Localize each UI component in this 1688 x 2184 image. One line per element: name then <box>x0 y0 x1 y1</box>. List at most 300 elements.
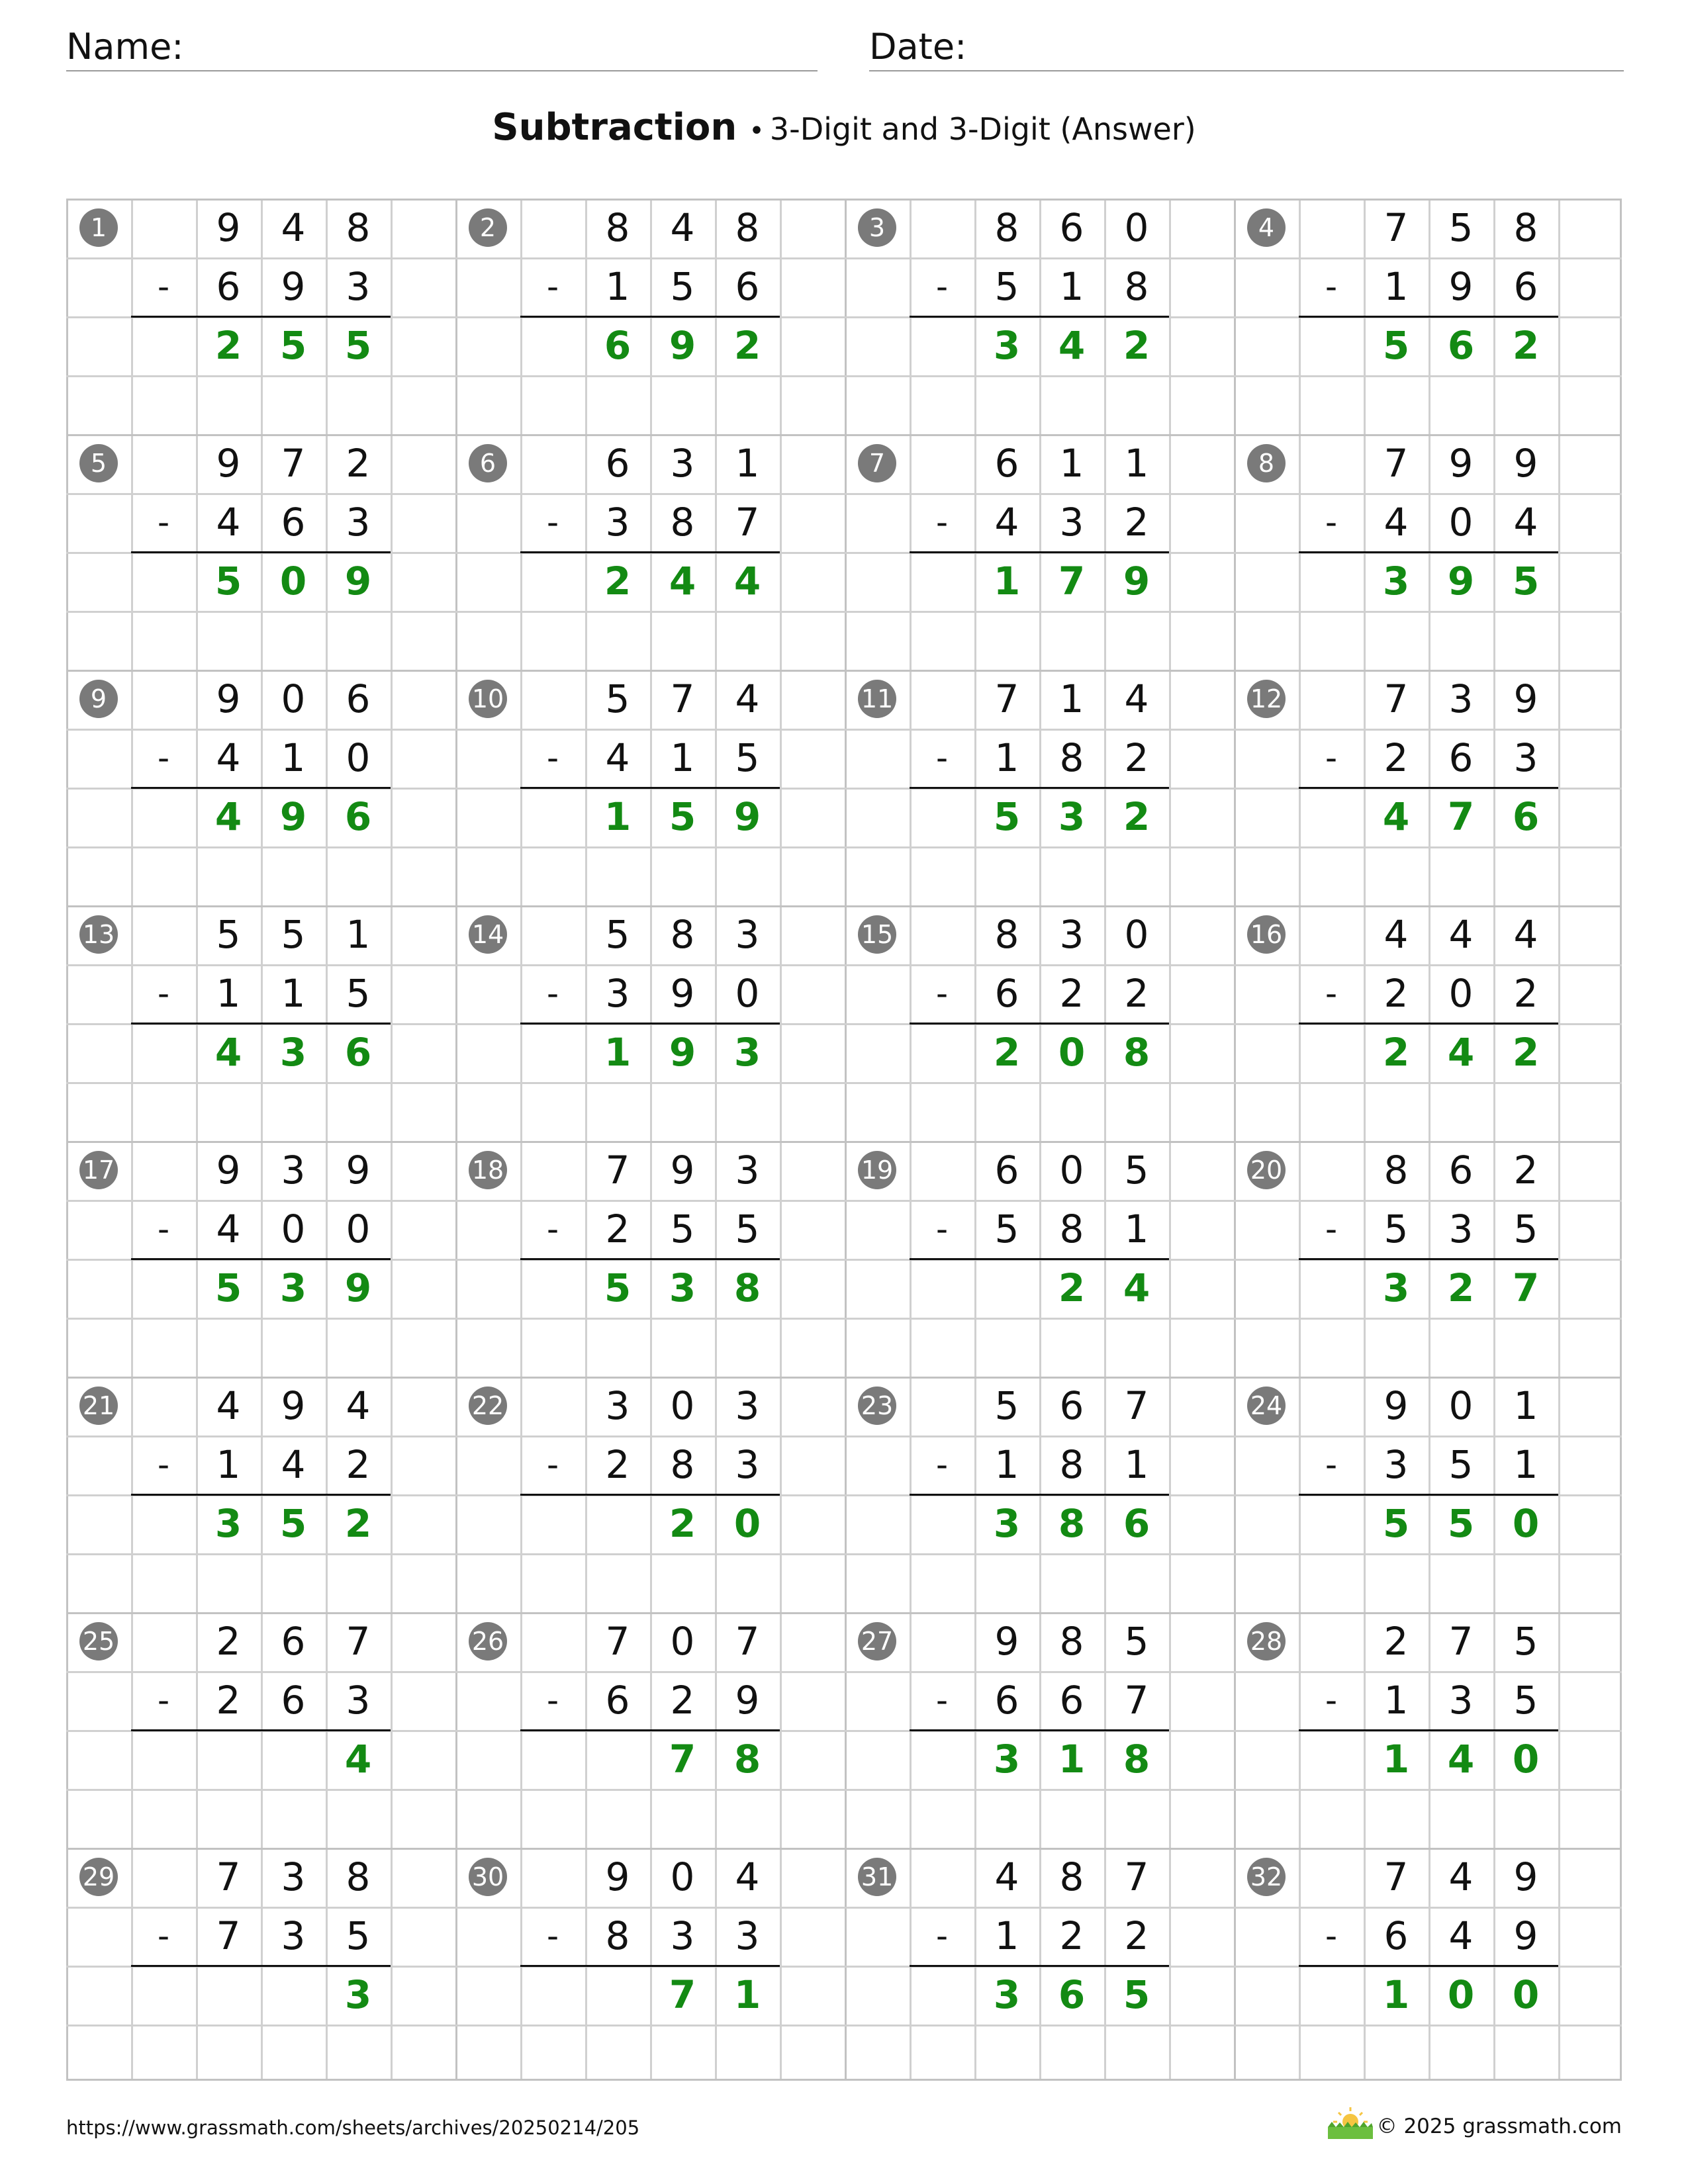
answer-rule <box>910 1729 1169 1731</box>
top-digit: 5 <box>605 676 630 721</box>
answer-digit: 3 <box>669 1265 696 1310</box>
minus-sign: - <box>157 1210 170 1248</box>
bottom-digit: 6 <box>605 1678 630 1723</box>
bottom-digit: 6 <box>994 971 1019 1016</box>
answer-digit: 2 <box>1058 1265 1086 1310</box>
top-digit: 1 <box>735 441 760 486</box>
top-digit: 7 <box>1383 441 1409 486</box>
top-digit: 7 <box>1448 1619 1474 1664</box>
title-main: Subtraction <box>492 106 737 149</box>
answer-digit: 3 <box>993 1737 1021 1782</box>
top-digit: 7 <box>216 1854 241 1899</box>
top-digit: 8 <box>1059 1854 1084 1899</box>
minus-sign: - <box>546 1445 559 1484</box>
footer-copyright: © 2025 grassmath.com <box>1376 2115 1622 2138</box>
grid-line-horizontal <box>66 375 1622 377</box>
answer-digit: 8 <box>1058 1501 1086 1546</box>
minus-sign: - <box>546 1681 559 1719</box>
answer-digit: 1 <box>604 1030 632 1075</box>
top-digit: 7 <box>1383 205 1409 250</box>
answer-digit: 5 <box>669 794 696 839</box>
top-digit: 7 <box>281 441 306 486</box>
answer-rule <box>910 787 1169 789</box>
worksheet-title <box>0 106 1688 149</box>
answer-rule <box>1299 551 1558 553</box>
bottom-digit: 9 <box>281 264 306 309</box>
top-digit: 0 <box>1124 205 1149 250</box>
answer-digit: 9 <box>344 1265 372 1310</box>
bottom-digit: 1 <box>281 971 306 1016</box>
top-digit: 0 <box>670 1383 695 1428</box>
answer-rule <box>131 316 391 318</box>
bottom-digit: 8 <box>605 1913 630 1958</box>
minus-sign: - <box>935 974 949 1013</box>
answer-digit: 3 <box>279 1030 307 1075</box>
top-digit: 9 <box>1513 1854 1538 1899</box>
answer-digit: 2 <box>1382 1030 1410 1075</box>
answer-digit: 6 <box>1512 794 1540 839</box>
grid-line-vertical <box>780 199 782 2081</box>
top-digit: 5 <box>216 912 241 957</box>
bottom-digit: 4 <box>216 735 241 780</box>
answer-digit: 6 <box>344 1030 372 1075</box>
bottom-digit: 1 <box>994 1913 1019 1958</box>
answer-digit: 7 <box>1447 794 1475 839</box>
bottom-digit: 6 <box>1059 1678 1084 1723</box>
bottom-digit: 0 <box>735 971 760 1016</box>
bottom-digit: 2 <box>1124 735 1149 780</box>
bottom-digit: 2 <box>1059 1913 1084 1958</box>
minus-sign: - <box>157 1445 170 1484</box>
answer-digit: 5 <box>1382 1501 1410 1546</box>
answer-digit: 9 <box>1123 559 1150 604</box>
bottom-digit: 2 <box>605 1206 630 1251</box>
answer-digit: 0 <box>1512 1501 1540 1546</box>
problem-number-badge: 26 <box>469 1622 507 1661</box>
bottom-digit: 3 <box>605 971 630 1016</box>
problem-number-badge: 7 <box>858 444 896 482</box>
answer-digit: 4 <box>669 559 696 604</box>
bottom-digit: 2 <box>1124 500 1149 545</box>
bottom-digit: 1 <box>281 735 306 780</box>
answer-rule <box>910 1258 1169 1260</box>
answer-digit: 5 <box>993 794 1021 839</box>
bottom-digit: 9 <box>1513 1913 1538 1958</box>
top-digit: 2 <box>1383 1619 1409 1664</box>
top-digit: 3 <box>735 1383 760 1428</box>
problem-number-badge: 2 <box>469 208 507 247</box>
answer-digit: 6 <box>1123 1501 1150 1546</box>
top-digit: 4 <box>1513 912 1538 957</box>
top-digit: 8 <box>605 205 630 250</box>
bottom-digit: 2 <box>346 1442 371 1487</box>
answer-digit: 8 <box>733 1265 761 1310</box>
problem-number-badge: 1 <box>79 208 118 247</box>
bottom-digit: 5 <box>735 735 760 780</box>
bottom-digit: 1 <box>216 971 241 1016</box>
top-digit: 4 <box>346 1383 371 1428</box>
bottom-digit: 3 <box>735 1442 760 1487</box>
top-digit: 8 <box>1383 1148 1409 1193</box>
answer-digit: 1 <box>733 1972 761 2017</box>
bottom-digit: 8 <box>670 500 695 545</box>
answer-digit: 3 <box>1382 1265 1410 1310</box>
bottom-digit: 4 <box>281 1442 306 1487</box>
bottom-digit: 3 <box>346 500 371 545</box>
grid-line-vertical <box>845 199 847 2081</box>
top-digit: 1 <box>346 912 371 957</box>
answer-rule <box>1299 1494 1558 1496</box>
top-digit: 7 <box>994 676 1019 721</box>
answer-rule <box>131 1965 391 1967</box>
answer-digit: 1 <box>1382 1972 1410 2017</box>
top-digit: 7 <box>1383 1854 1409 1899</box>
answer-digit: 0 <box>1512 1972 1540 2017</box>
problem-number-badge: 15 <box>858 915 896 954</box>
minus-sign: - <box>157 974 170 1013</box>
answer-digit: 3 <box>1058 794 1086 839</box>
answer-digit: 3 <box>993 1972 1021 2017</box>
answer-digit: 3 <box>279 1265 307 1310</box>
top-digit: 7 <box>670 676 695 721</box>
top-digit: 1 <box>1059 441 1084 486</box>
answer-digit: 2 <box>1512 323 1540 368</box>
top-digit: 9 <box>1513 676 1538 721</box>
bottom-digit: 3 <box>1513 735 1538 780</box>
answer-digit: 9 <box>733 794 761 839</box>
top-digit: 4 <box>1383 912 1409 957</box>
answer-digit: 2 <box>733 323 761 368</box>
bottom-digit: 1 <box>1383 264 1409 309</box>
answer-rule <box>131 1023 391 1024</box>
minus-sign: - <box>546 267 559 306</box>
bottom-digit: 6 <box>735 264 760 309</box>
bottom-digit: 3 <box>735 1913 760 1958</box>
bottom-digit: 3 <box>1448 1678 1474 1723</box>
problem-number-badge: 5 <box>79 444 118 482</box>
top-digit: 2 <box>1513 1148 1538 1193</box>
top-digit: 3 <box>1059 912 1084 957</box>
bottom-digit: 9 <box>670 971 695 1016</box>
bottom-digit: 3 <box>1059 500 1084 545</box>
bottom-digit: 1 <box>216 1442 241 1487</box>
answer-rule <box>131 1729 391 1731</box>
bottom-digit: 4 <box>216 500 241 545</box>
top-digit: 0 <box>670 1619 695 1664</box>
answer-digit: 2 <box>1447 1265 1475 1310</box>
top-digit: 8 <box>346 1854 371 1899</box>
answer-rule <box>1299 316 1558 318</box>
answer-rule <box>520 1965 780 1967</box>
minus-sign: - <box>1325 503 1338 541</box>
top-digit: 0 <box>670 1854 695 1899</box>
minus-sign: - <box>935 1681 949 1719</box>
answer-digit: 4 <box>1382 794 1410 839</box>
bottom-digit: 5 <box>735 1206 760 1251</box>
problem-number-badge: 4 <box>1247 208 1286 247</box>
grid-line-horizontal <box>66 1789 1622 1791</box>
bottom-digit: 2 <box>1383 971 1409 1016</box>
top-digit: 4 <box>735 1854 760 1899</box>
top-digit: 9 <box>1448 441 1474 486</box>
bottom-digit: 2 <box>605 1442 630 1487</box>
answer-digit: 8 <box>1123 1030 1150 1075</box>
top-digit: 7 <box>1124 1854 1149 1899</box>
problem-number-badge: 12 <box>1247 680 1286 718</box>
top-digit: 9 <box>346 1148 371 1193</box>
bottom-digit: 4 <box>605 735 630 780</box>
top-digit: 8 <box>346 205 371 250</box>
top-digit: 6 <box>994 441 1019 486</box>
top-digit: 9 <box>670 1148 695 1193</box>
bottom-digit: 0 <box>1448 500 1474 545</box>
bottom-digit: 2 <box>1513 971 1538 1016</box>
top-digit: 7 <box>346 1619 371 1664</box>
answer-digit: 2 <box>669 1501 696 1546</box>
grid-line-horizontal <box>66 1318 1622 1320</box>
top-digit: 8 <box>670 912 695 957</box>
bottom-digit: 8 <box>1059 735 1084 780</box>
answer-digit: 1 <box>993 559 1021 604</box>
top-digit: 3 <box>1448 676 1474 721</box>
answer-digit: 2 <box>214 323 242 368</box>
bottom-digit: 3 <box>346 264 371 309</box>
problem-number-badge: 25 <box>79 1622 118 1661</box>
answer-digit: 5 <box>279 323 307 368</box>
top-digit: 9 <box>1513 441 1538 486</box>
answer-digit: 0 <box>1058 1030 1086 1075</box>
problem-number-badge: 10 <box>469 680 507 718</box>
minus-sign: - <box>1325 267 1338 306</box>
bottom-digit: 5 <box>1383 1206 1409 1251</box>
answer-rule <box>1299 1729 1558 1731</box>
grid-line-vertical <box>1169 199 1171 2081</box>
problem-number-badge: 9 <box>79 680 118 718</box>
bottom-digit: 3 <box>1448 1206 1474 1251</box>
answer-digit: 9 <box>669 323 696 368</box>
top-digit: 4 <box>994 1854 1019 1899</box>
top-digit: 4 <box>735 676 760 721</box>
answer-digit: 3 <box>993 1501 1021 1546</box>
problem-number-badge: 30 <box>469 1858 507 1896</box>
bottom-digit: 7 <box>216 1913 241 1958</box>
answer-digit: 1 <box>1058 1737 1086 1782</box>
bottom-digit: 5 <box>1513 1206 1538 1251</box>
answer-digit: 1 <box>1382 1737 1410 1782</box>
footer-url[interactable]: https://www.grassmath.com/sheets/archives/20250214/205 <box>66 2116 640 2139</box>
bottom-digit: 6 <box>281 500 306 545</box>
top-digit: 4 <box>281 205 306 250</box>
name-field[interactable] <box>66 24 818 71</box>
top-digit: 4 <box>1448 912 1474 957</box>
bottom-digit: 8 <box>670 1442 695 1487</box>
bottom-digit: 1 <box>1124 1206 1149 1251</box>
problem-number-badge: 3 <box>858 208 896 247</box>
problem-number-badge: 21 <box>79 1387 118 1425</box>
answer-digit: 5 <box>1382 323 1410 368</box>
top-digit: 5 <box>1513 1619 1538 1664</box>
minus-sign: - <box>935 1210 949 1248</box>
bottom-digit: 4 <box>1513 500 1538 545</box>
answer-digit: 2 <box>344 1501 372 1546</box>
grid-line-vertical <box>455 199 457 2081</box>
top-digit: 8 <box>735 205 760 250</box>
answer-digit: 5 <box>1447 1501 1475 1546</box>
bottom-digit: 2 <box>1124 971 1149 1016</box>
problem-number-badge: 29 <box>79 1858 118 1896</box>
answer-rule <box>910 1023 1169 1024</box>
minus-sign: - <box>546 1917 559 1955</box>
top-digit: 8 <box>994 912 1019 957</box>
bottom-digit: 3 <box>1383 1442 1409 1487</box>
problem-number-badge: 31 <box>858 1858 896 1896</box>
bottom-digit: 9 <box>1448 264 1474 309</box>
top-digit: 9 <box>216 676 241 721</box>
answer-digit: 3 <box>1382 559 1410 604</box>
top-digit: 6 <box>994 1148 1019 1193</box>
bottom-digit: 1 <box>994 735 1019 780</box>
grid-line-vertical <box>131 199 133 2081</box>
bottom-digit: 5 <box>994 264 1019 309</box>
answer-digit: 9 <box>1447 559 1475 604</box>
answer-digit: 8 <box>1123 1737 1150 1782</box>
answer-digit: 0 <box>733 1501 761 1546</box>
bottom-digit: 4 <box>1383 500 1409 545</box>
grid-line-horizontal <box>66 2025 1622 2026</box>
answer-digit: 7 <box>669 1737 696 1782</box>
top-digit: 0 <box>281 676 306 721</box>
problem-number-badge: 8 <box>1247 444 1286 482</box>
top-digit: 5 <box>605 912 630 957</box>
bottom-digit: 0 <box>1448 971 1474 1016</box>
top-digit: 4 <box>1124 676 1149 721</box>
bottom-digit: 0 <box>346 735 371 780</box>
problem-number-badge: 18 <box>469 1151 507 1189</box>
top-digit: 4 <box>216 1383 241 1428</box>
answer-digit: 2 <box>1123 794 1150 839</box>
grid-line-vertical <box>1558 199 1560 2081</box>
grid-line-horizontal <box>66 1082 1622 1084</box>
date-field[interactable] <box>869 24 1624 71</box>
answer-digit: 7 <box>1058 559 1086 604</box>
minus-sign: - <box>1325 1445 1338 1484</box>
top-digit: 9 <box>216 1148 241 1193</box>
top-digit: 7 <box>1383 676 1409 721</box>
top-digit: 4 <box>670 205 695 250</box>
minus-sign: - <box>935 1917 949 1955</box>
answer-rule <box>520 551 780 553</box>
answer-digit: 5 <box>604 1265 632 1310</box>
bottom-digit: 0 <box>281 1206 306 1251</box>
bottom-digit: 6 <box>216 264 241 309</box>
answer-digit: 4 <box>214 1030 242 1075</box>
minus-sign: - <box>1325 1917 1338 1955</box>
top-digit: 5 <box>281 912 306 957</box>
minus-sign: - <box>546 1210 559 1248</box>
title-subtitle: 3-Digit and 3-Digit (Answer) <box>769 111 1196 147</box>
bottom-digit: 1 <box>1124 1442 1149 1487</box>
answer-rule <box>520 1494 780 1496</box>
answer-digit: 5 <box>214 1265 242 1310</box>
bottom-digit: 8 <box>1124 264 1149 309</box>
top-digit: 5 <box>1124 1619 1149 1664</box>
answer-rule <box>131 551 391 553</box>
bottom-digit: 3 <box>670 1913 695 1958</box>
title-separator: • <box>749 116 765 146</box>
answer-rule <box>520 1023 780 1024</box>
problem-number-badge: 23 <box>858 1387 896 1425</box>
answer-digit: 4 <box>1058 323 1086 368</box>
bottom-digit: 5 <box>346 1913 371 1958</box>
top-digit: 0 <box>1059 1148 1084 1193</box>
answer-rule <box>520 787 780 789</box>
answer-digit: 4 <box>214 794 242 839</box>
answer-digit: 4 <box>733 559 761 604</box>
answer-digit: 9 <box>344 559 372 604</box>
problem-number-badge: 17 <box>79 1151 118 1189</box>
minus-sign: - <box>157 1917 170 1955</box>
top-digit: 6 <box>281 1619 306 1664</box>
top-digit: 9 <box>994 1619 1019 1664</box>
minus-sign: - <box>1325 1210 1338 1248</box>
answer-rule <box>1299 787 1558 789</box>
grid-line-vertical <box>391 199 393 2081</box>
top-digit: 9 <box>605 1854 630 1899</box>
top-digit: 5 <box>1124 1148 1149 1193</box>
answer-digit: 3 <box>733 1030 761 1075</box>
answer-digit: 4 <box>1123 1265 1150 1310</box>
grid-line-vertical <box>1234 199 1236 2081</box>
top-digit: 2 <box>346 441 371 486</box>
bottom-digit: 1 <box>670 735 695 780</box>
bottom-digit: 5 <box>994 1206 1019 1251</box>
answer-rule <box>520 316 780 318</box>
bottom-digit: 2 <box>1059 971 1084 1016</box>
grid-line-horizontal <box>66 846 1622 848</box>
minus-sign: - <box>1325 739 1338 777</box>
minus-sign: - <box>1325 974 1338 1013</box>
top-digit: 6 <box>1059 205 1084 250</box>
answer-digit: 6 <box>1447 323 1475 368</box>
answer-digit: 0 <box>1512 1737 1540 1782</box>
problem-number-badge: 24 <box>1247 1387 1286 1425</box>
bottom-digit: 7 <box>735 500 760 545</box>
bottom-digit: 5 <box>346 971 371 1016</box>
top-digit: 5 <box>1448 205 1474 250</box>
answer-rule <box>910 1494 1169 1496</box>
minus-sign: - <box>157 1681 170 1719</box>
bottom-digit: 1 <box>1059 264 1084 309</box>
bottom-digit: 6 <box>1383 1913 1409 1958</box>
top-digit: 4 <box>1448 1854 1474 1899</box>
top-digit: 3 <box>281 1854 306 1899</box>
problem-number-badge: 13 <box>79 915 118 954</box>
bottom-digit: 1 <box>1513 1442 1538 1487</box>
top-digit: 3 <box>605 1383 630 1428</box>
top-digit: 9 <box>1383 1383 1409 1428</box>
bottom-digit: 5 <box>1513 1678 1538 1723</box>
top-digit: 9 <box>216 441 241 486</box>
minus-sign: - <box>546 974 559 1013</box>
answer-digit: 4 <box>1447 1030 1475 1075</box>
answer-digit: 5 <box>279 1501 307 1546</box>
top-digit: 8 <box>1513 205 1538 250</box>
problem-number-badge: 19 <box>858 1151 896 1189</box>
minus-sign: - <box>546 503 559 541</box>
answer-rule <box>1299 1023 1558 1024</box>
bottom-digit: 3 <box>281 1913 306 1958</box>
bottom-digit: 8 <box>1059 1206 1084 1251</box>
